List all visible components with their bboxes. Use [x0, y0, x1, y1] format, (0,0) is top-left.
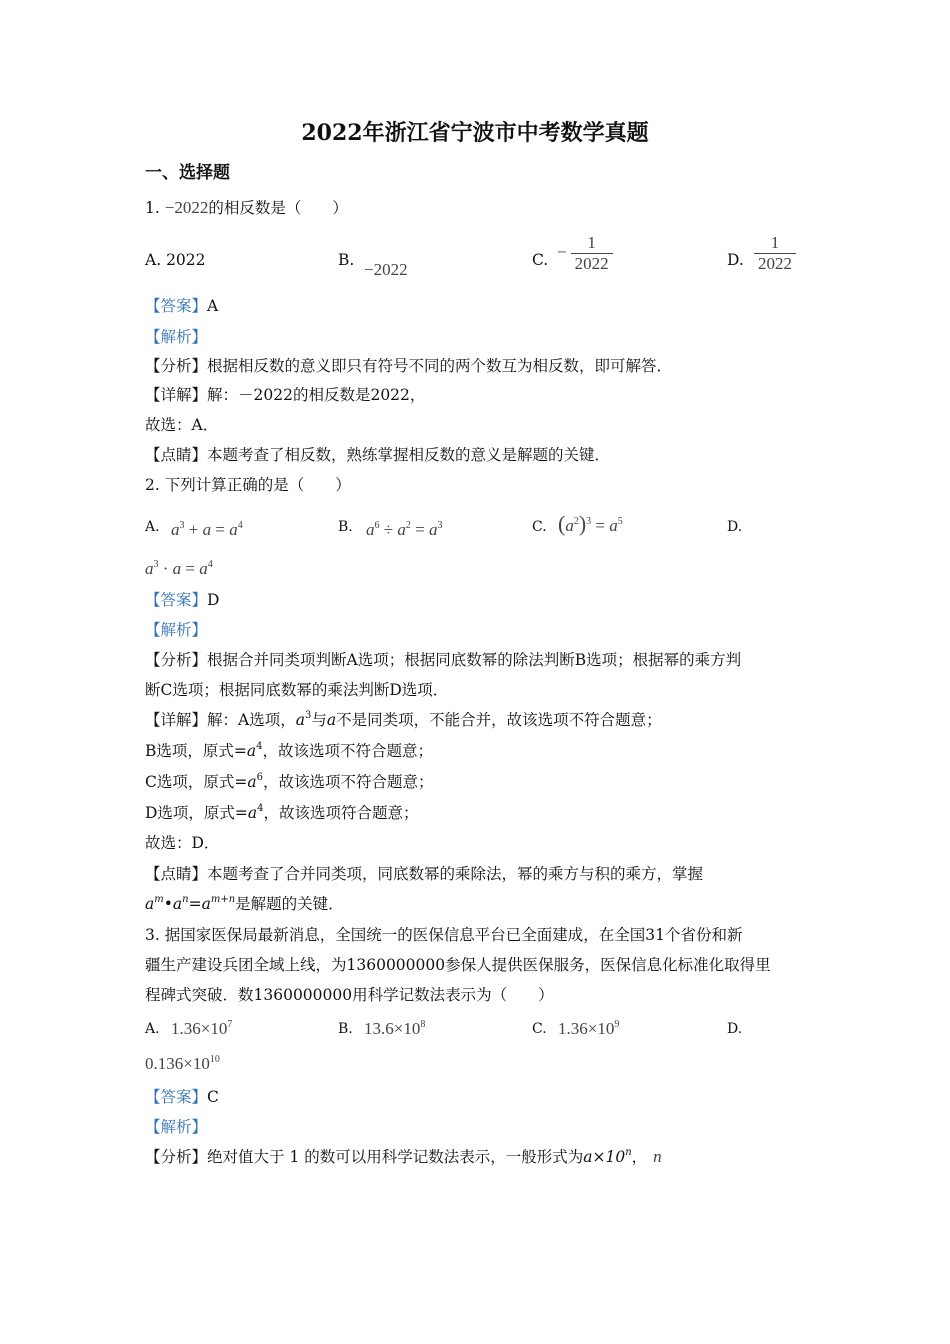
question-3-stem-2: 疆生产建设兵团全域上线，为1360000000参保人提供医保服务，医保信息化标准化取得里 — [145, 956, 771, 974]
q2-option-a-label: A. — [145, 519, 160, 535]
q2-comment-2: $a^m•a^n=a^{m+n}$是解题的关键． — [145, 894, 344, 913]
math-expression: −2022 — [164, 198, 209, 217]
section-heading: 一、选择题 — [145, 163, 230, 183]
q2-option-a-value: $a^3 + a = a^4$ — [171, 520, 243, 539]
q2-detail-2: B选项，原式$=a^4$，故该选项不符合题意； — [145, 741, 434, 760]
page-title: 2022年浙江省宁波市中考数学真题 — [301, 120, 649, 146]
q1-option-c-value: − $\frac{1}{2022}$ — [557, 233, 613, 274]
q3-option-a-value: $1.36\times 10^7$ — [171, 1019, 233, 1038]
q2-detail-3: C选项，原式$=a^6$，故该选项不符合题意； — [145, 772, 434, 791]
q2-option-d-value: $a^3 \cdot a = a^4$ — [145, 559, 213, 578]
q2-option-c-label: C. — [532, 519, 547, 535]
question-1-stem — [145, 197, 348, 219]
q2-detail-1: 【详解】解：A选项，$a^3$与a不是同类项，不能合并，故该选项不符合题意； — [145, 710, 662, 729]
q2-option-c-value: $(a^2)^3 = a^5$ — [558, 511, 623, 536]
q3-option-b-value: $13.6\times 10^8$ — [364, 1019, 426, 1038]
q2-analysis-2: 断C选项；根据同底数幂的乘法判断D选项． — [145, 681, 449, 699]
q3-jiexi: 【解析】 — [145, 1118, 208, 1136]
question-2-stem: 2. 下列计算正确的是（ ） — [145, 476, 351, 494]
q2-option-d-label: D. — [727, 519, 743, 535]
question-3-stem-3: 程碑式突破．数1360000000用科学记数法表示为（ ） — [145, 986, 554, 1004]
q1-jiexi: 【解析】 — [145, 328, 208, 346]
q2-comment-1: 【点睛】本题考查了合并同类项，同底数幂的乘除法，幂的乘方与积的乘方，掌握 — [145, 865, 704, 883]
q1-option-d-value: $\frac{1}{2022}$ — [750, 233, 796, 274]
q3-answer: 【答案】C — [145, 1088, 219, 1106]
q3-option-d-value: $0.136\times 10^{10}$ — [145, 1054, 220, 1073]
q1-choose: 故选：A． — [145, 416, 219, 434]
q3-option-a-label: A. — [145, 1021, 160, 1037]
q1-option-c-label: C. — [532, 251, 549, 269]
q2-option-b-value: $a^6 \div a^2 = a^3$ — [366, 520, 443, 539]
q3-option-d-label: D. — [727, 1021, 743, 1037]
q1-answer: 【答案】A — [145, 297, 219, 315]
q1-option-d-label: D. — [727, 251, 744, 269]
q1-option-a: A. 2022 — [145, 251, 206, 269]
q2-answer: 【答案】D — [145, 591, 220, 609]
question-number: 1. — [145, 199, 160, 217]
question-3-stem-1: 3. 据国家医保局最新消息，全国统一的医保信息平台已全面建成，在全国31个省份和新 — [145, 926, 743, 944]
q2-analysis-1: 【分析】根据合并同类项判断A选项；根据同底数幂的除法判断B选项；根据幂的乘方判 — [145, 651, 742, 669]
q1-comment: 【点睛】本题考查了相反数，熟练掌握相反数的意义是解题的关键． — [145, 446, 611, 464]
q1-option-b-value: −2022 — [364, 260, 408, 279]
q2-choose: 故选：D． — [145, 834, 220, 852]
q3-option-c-value: $1.36\times 10^9$ — [558, 1019, 620, 1038]
q3-option-b-label: B. — [338, 1021, 353, 1037]
q3-option-c-label: C. — [532, 1021, 547, 1037]
q3-analysis: 【分析】绝对值大于 1 的数可以用科学记数法表示，一般形式为$a\times 10^n$， n — [145, 1147, 662, 1166]
q1-detail: 【详解】解：－2022的相反数是2022， — [145, 386, 426, 404]
q1-option-b-label: B. — [338, 251, 355, 269]
q2-detail-4: D选项，原式$=a^4$，故该选项符合题意； — [145, 803, 419, 822]
q2-option-b-label: B. — [338, 519, 353, 535]
q2-jiexi: 【解析】 — [145, 621, 208, 639]
question-text: 的相反数是（ ） — [208, 199, 348, 217]
q1-analysis: 【分析】根据相反数的意义即只有符号不同的两个数互为相反数，即可解答． — [145, 357, 673, 375]
